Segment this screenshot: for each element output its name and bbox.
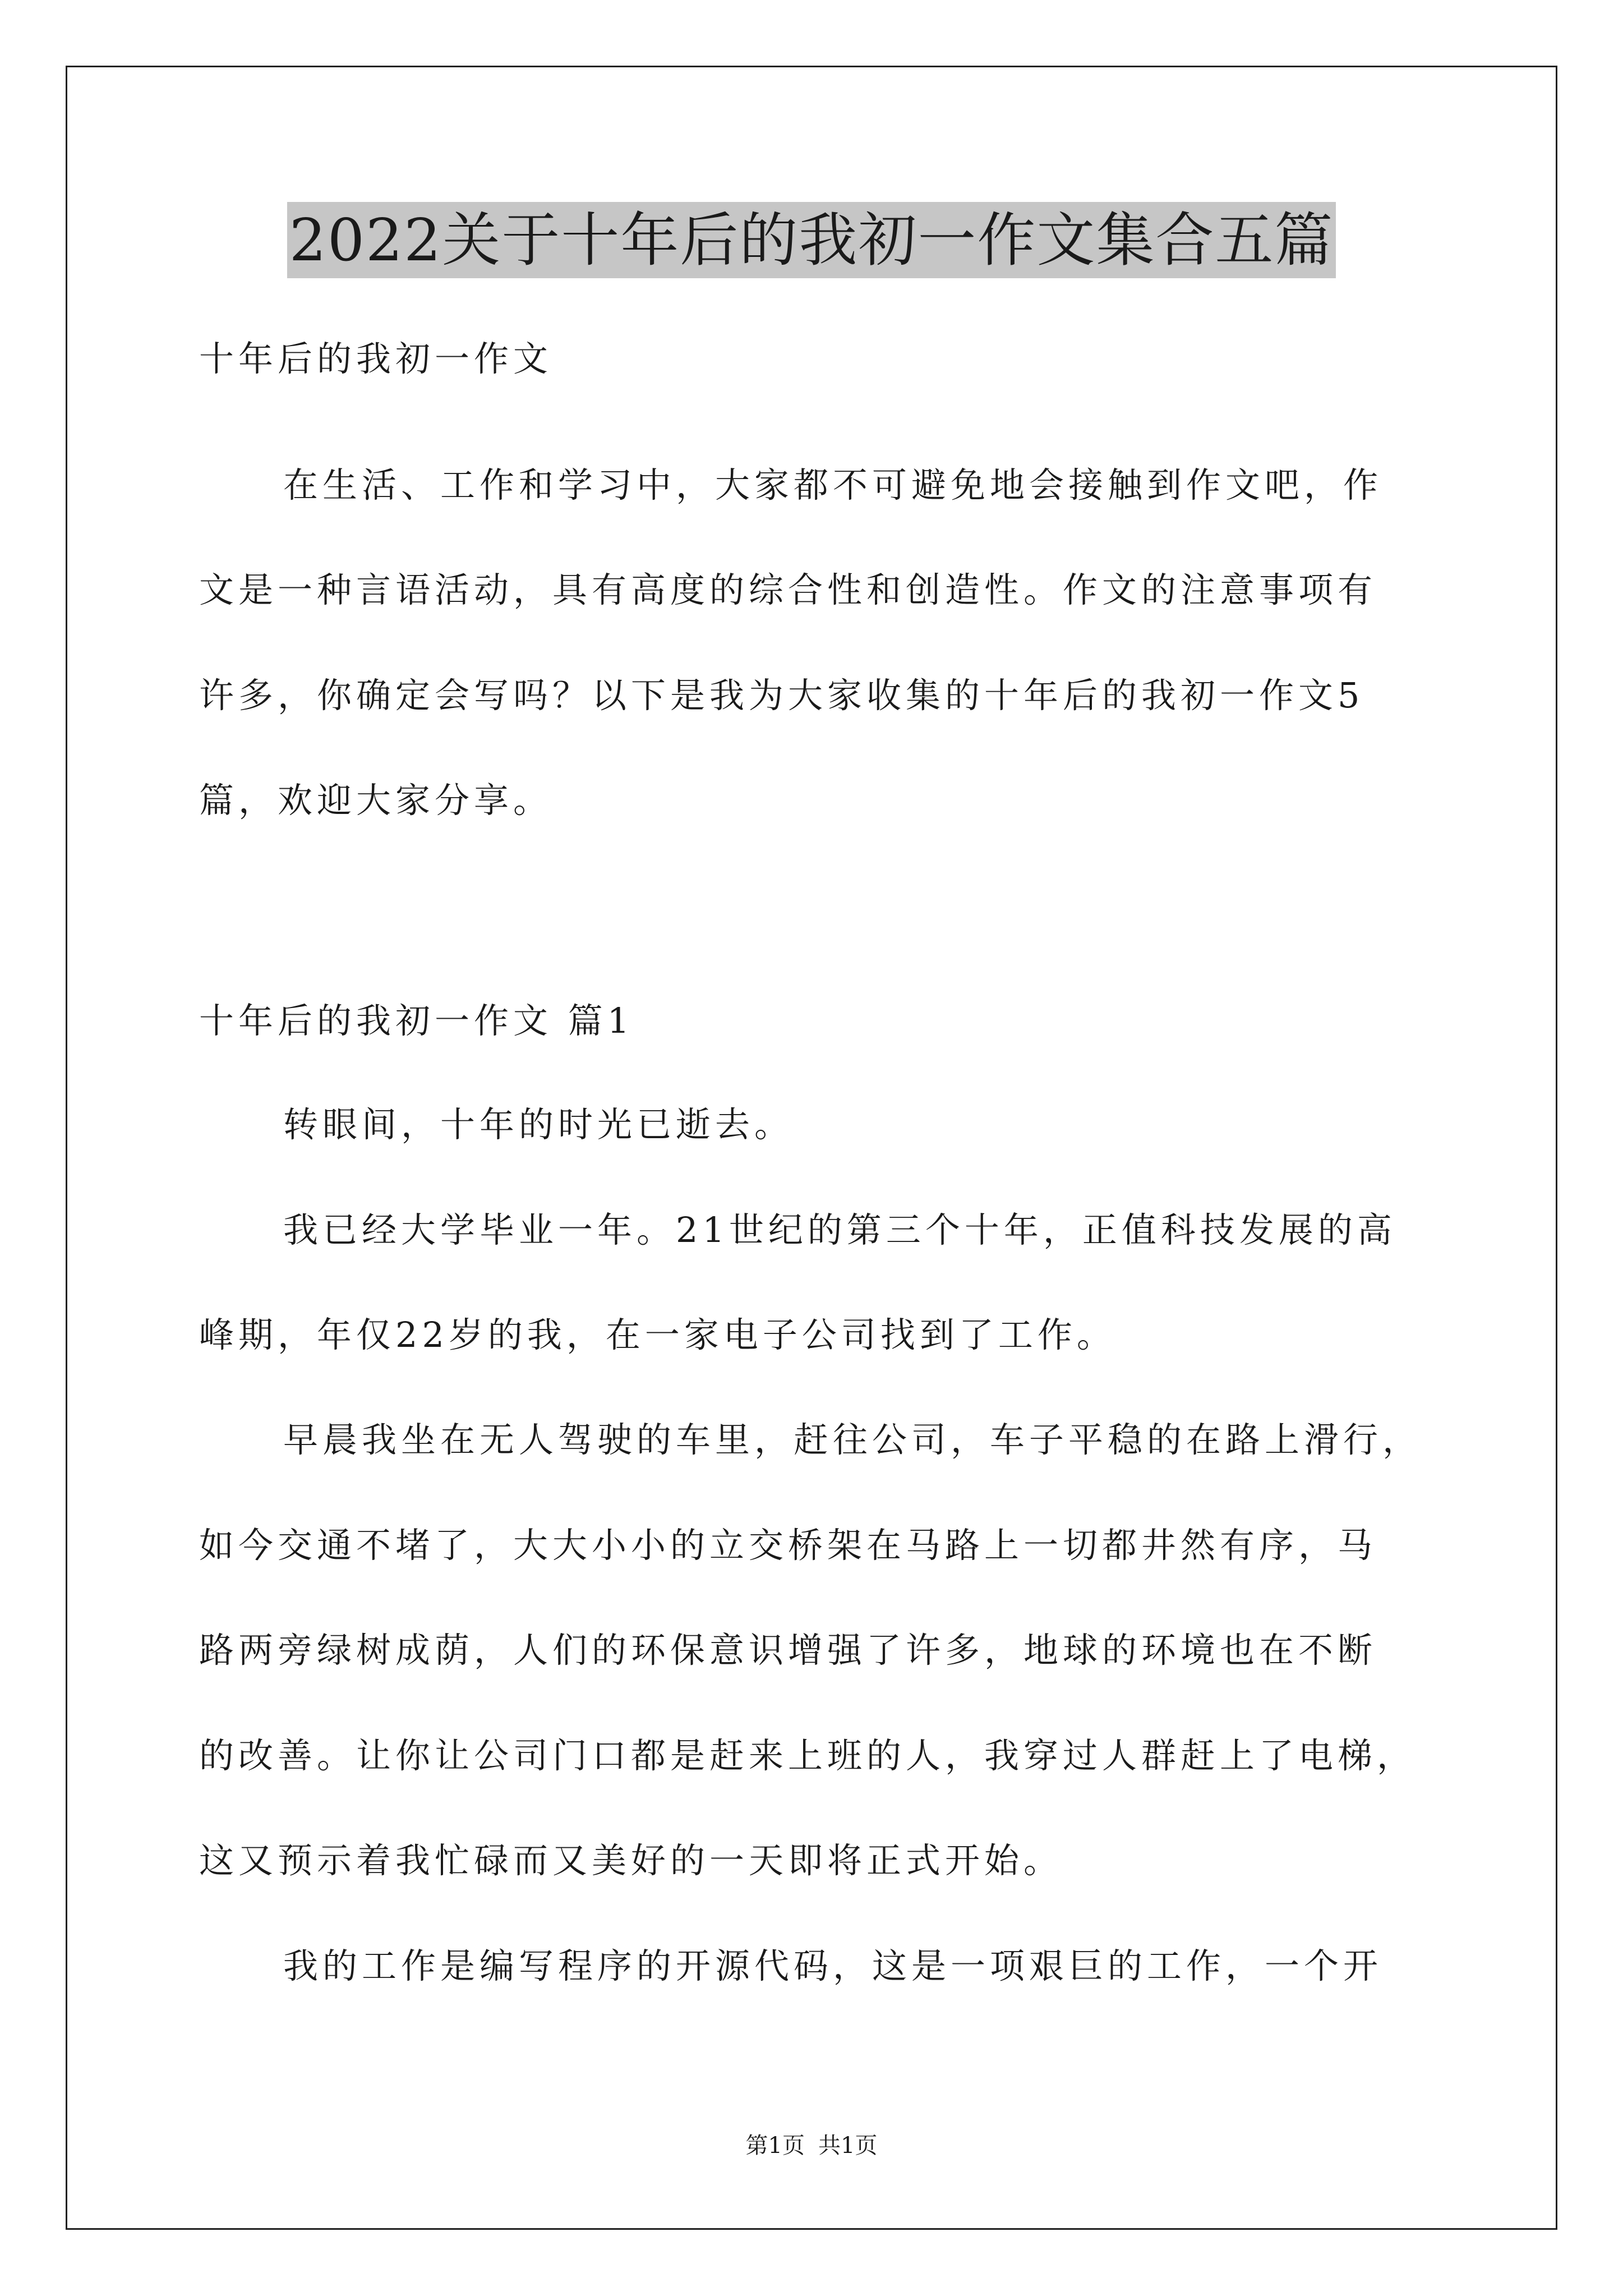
paragraph-line: 这又预示着我忙碌而又美好的一天即将正式开始。 [199, 1840, 1063, 1881]
paragraph-line: 我的工作是编写程序的开源代码，这是一项艰巨的工作，一个开 [283, 1945, 1383, 1986]
paragraph-line: 转眼间，十年的时光已逝去。 [283, 1104, 794, 1145]
paragraph-line: 如今交通不堵了，大大小小的立交桥架在马路上一切都井然有序，马 [199, 1525, 1377, 1566]
page-border [66, 66, 1557, 2230]
paragraph-line: 篇，欢迎大家分享。 [199, 780, 553, 821]
title-wrap [0, 202, 1623, 278]
document-title: 2022关于十年后的我初一作文集合五篇 [287, 202, 1336, 278]
paragraph-line: 在生活、工作和学习中，大家都不可避免地会接触到作文吧，作 [283, 464, 1383, 505]
paragraph-line: 许多，你确定会写吗？以下是我为大家收集的十年后的我初一作文5 [199, 675, 1364, 716]
paragraph-line: 的改善。让你让公司门口都是赶来上班的人，我穿过人群赶上了电梯， [199, 1735, 1417, 1776]
paragraph-line: 路两旁绿树成荫，人们的环保意识增强了许多，地球的环境也在不断 [199, 1630, 1377, 1671]
page-footer [0, 2132, 1623, 2160]
paragraph-line: 文是一种言语活动，具有高度的综合性和创造性。作文的注意事项有 [199, 569, 1377, 610]
page-number: 第1页 [745, 2133, 805, 2159]
page-total: 共1页 [818, 2133, 878, 2159]
section-heading: 十年后的我初一作文 [199, 338, 553, 379]
section-heading: 十年后的我初一作文 篇1 [199, 1000, 634, 1041]
paragraph-line: 早晨我坐在无人驾驶的车里，赶往公司，车子平稳的在路上滑行， [283, 1419, 1422, 1460]
paragraph-line: 我已经大学毕业一年。21世纪的第三个十年，正值科技发展的高 [283, 1209, 1396, 1250]
paragraph-line: 峰期，年仅22岁的我，在一家电子公司找到了工作。 [199, 1314, 1116, 1355]
